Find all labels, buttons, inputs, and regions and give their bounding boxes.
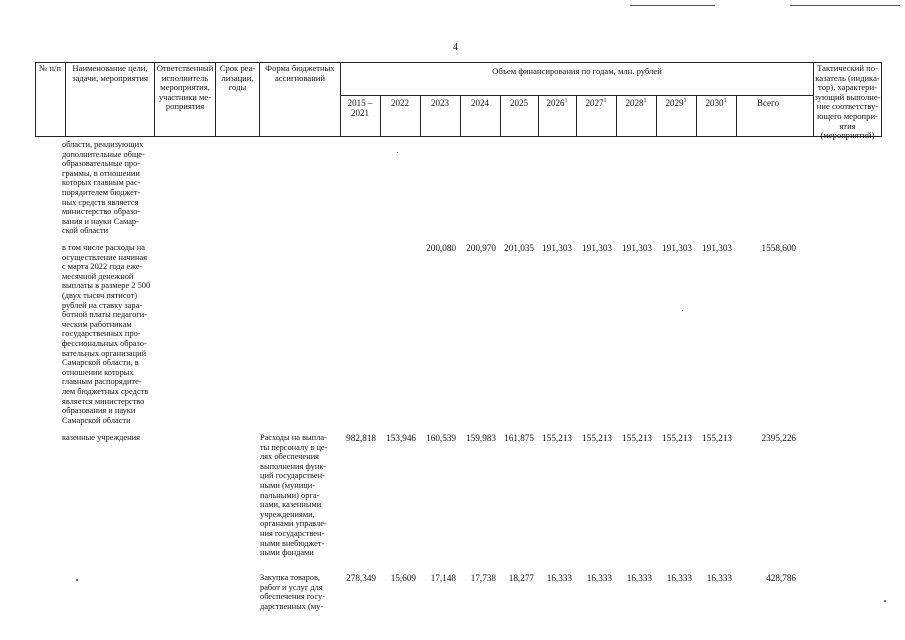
value-cell: 160,539	[426, 433, 456, 443]
scan-speck	[76, 579, 78, 581]
value-cell: 16,333	[706, 573, 732, 583]
year-label: 2022	[391, 98, 409, 108]
footnote-mark: 1	[564, 98, 568, 104]
row-1-name: области, реализующих дополнительные обще- образовательные про- граммы, в отношении которых главным рас- порядителем бюджет- ных средств является министерство образо- вания и науки Самар- ской области	[62, 140, 145, 236]
header-executor: Ответственный исполнитель мероприятия, участники ме- роприятия	[156, 63, 214, 112]
header-indicator: Тактический по- казатель (индика- тор), характери- зующий выполне- ние соответству- ющего меропри- ятия (мероприятий)	[814, 63, 881, 141]
value-cell: 201,035	[504, 243, 534, 253]
row-3-name: казенные учреждения	[62, 433, 140, 442]
value-cell: 16,333	[666, 573, 692, 583]
value-cell: 155,213	[702, 433, 732, 443]
header-name: Наименование цели, задачи, мероприятия	[72, 63, 148, 83]
value-cell: 18,277	[508, 573, 534, 583]
year-header-6	[576, 98, 616, 108]
value-cell: 161,875	[504, 433, 534, 443]
year-header-10	[736, 98, 800, 108]
year-header-7	[616, 98, 656, 108]
value-cell: 428,786	[766, 573, 796, 583]
value-cell: 155,213	[662, 433, 692, 443]
year-header-4	[500, 98, 538, 108]
value-cell: 191,303	[582, 243, 612, 253]
value-cell: 17,148	[430, 573, 456, 583]
value-cell: 17,738	[470, 573, 496, 583]
footnote-mark: 1	[683, 98, 687, 104]
year-label: 2028	[625, 98, 644, 108]
value-cell: 191,303	[702, 243, 732, 253]
value-cell: 2395,226	[761, 433, 796, 443]
year-header-3	[460, 98, 500, 108]
year-label: 2023	[431, 98, 449, 108]
scan-speck	[397, 152, 398, 153]
value-cell: 278,349	[346, 573, 376, 583]
footnote-mark: 1	[603, 98, 607, 104]
footnote-mark: 1	[643, 98, 647, 104]
value-cell: 159,983	[466, 433, 496, 443]
value-cell: 191,303	[662, 243, 692, 253]
top-rule-1	[630, 5, 715, 6]
year-header-5	[538, 98, 576, 108]
value-cell: 191,303	[542, 243, 572, 253]
header-number: № п/п	[39, 63, 61, 73]
row-2-name: в том числе расходы на осуществление начиная с марта 2022 года еже- месячной денежной выплаты в размере 2 500 (двух тысяч пятисот) рублей на ставку зара- ботной платы педагоги- ческим работникам государственных про- фессиональных образо- вательных организаций Самарской области, в отношении которых главным распорядите- лем бюджетных средств является министерство образования и науки Самарской области	[62, 243, 151, 425]
year-label: 2024	[471, 98, 489, 108]
value-cell: 1558,600	[761, 243, 796, 253]
value-cell: 16,333	[586, 573, 612, 583]
footnote-mark: 1	[723, 98, 727, 104]
row-3-form: Расходы на выпла- ты персоналу в це- лях обеспечения выполнения функ- ций государствен- ными (муници- пальными) орга- нами, казенными учреждениями, органами управле- ния государствен- ными внебюджет- ными фондами	[260, 433, 328, 558]
header-form: Форма бюджетных ассигнований	[265, 63, 335, 83]
header-term: Срок реа- лизации, годы	[219, 63, 256, 93]
value-cell: 16,333	[546, 573, 572, 583]
value-cell: 191,303	[622, 243, 652, 253]
row-4-form: Закупка товаров, работ и услуг для обеспечения госу- дарственных (му-	[260, 573, 326, 611]
year-label: Всего	[756, 98, 780, 108]
year-header-9	[696, 98, 736, 108]
year-header-0	[340, 98, 380, 118]
value-cell: 155,213	[582, 433, 612, 443]
value-cell: 200,080	[426, 243, 456, 253]
year-label: 2030	[705, 98, 724, 108]
page-number: 4	[453, 42, 458, 53]
value-cell: 15,609	[390, 573, 416, 583]
value-cell: 16,333	[626, 573, 652, 583]
year-header-2	[420, 98, 460, 108]
year-label: 2029	[665, 98, 684, 108]
value-cell: 155,213	[542, 433, 572, 443]
top-rule-2	[790, 5, 900, 6]
header-funding: Объем финансирования по годам, млн. рублей	[492, 66, 662, 76]
year-header-8	[656, 98, 696, 108]
value-cell: 153,946	[386, 433, 416, 443]
year-header-1	[380, 98, 420, 108]
scan-speck	[682, 310, 683, 311]
year-label: 2015 – 2021	[347, 98, 373, 118]
value-cell: 982,818	[346, 433, 376, 443]
year-label: 2026	[546, 98, 565, 108]
year-label: 2027	[585, 98, 604, 108]
value-cell: 155,213	[622, 433, 652, 443]
year-label: 2025	[510, 98, 528, 108]
scan-speck	[884, 600, 886, 602]
value-cell: 200,970	[466, 243, 496, 253]
